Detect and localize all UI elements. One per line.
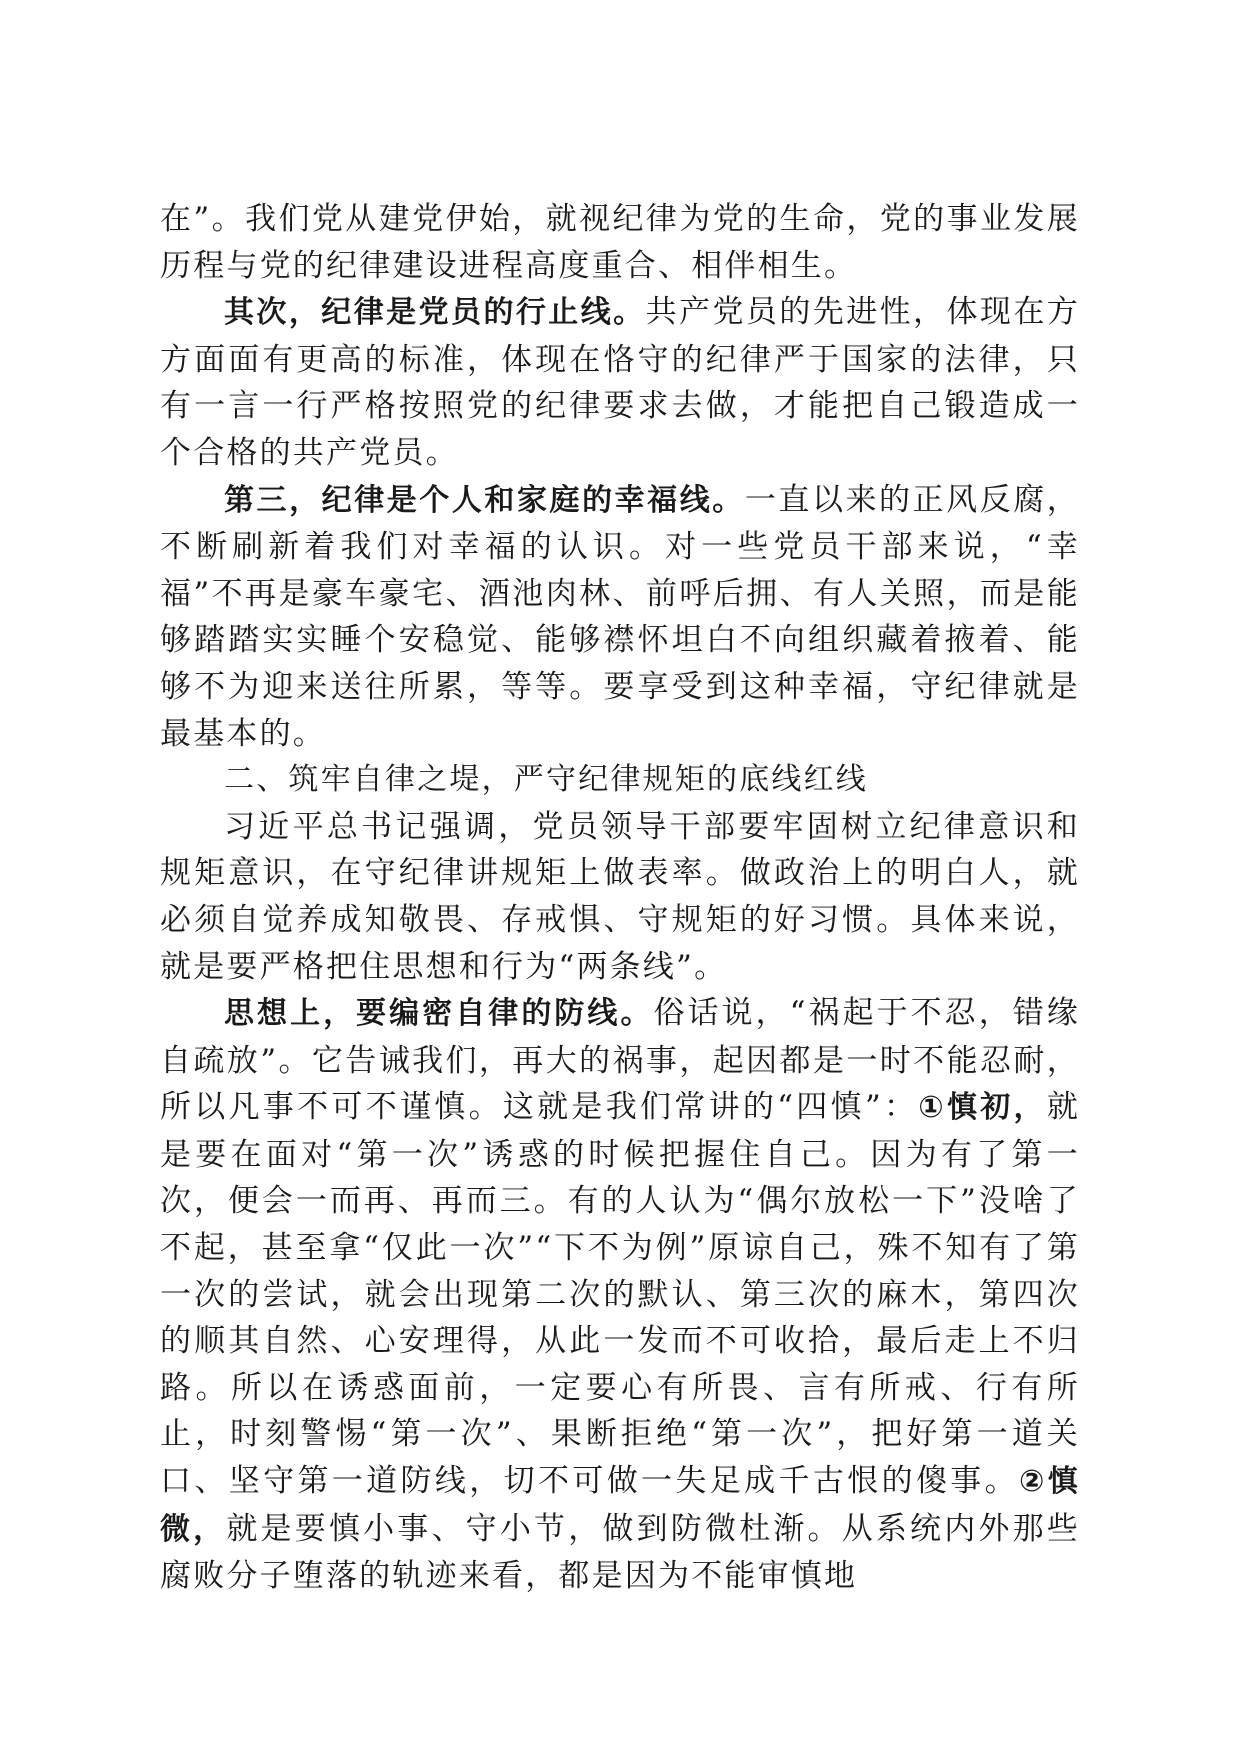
paragraph-lead-bold: 第三，纪律是个人和家庭的幸福线。 bbox=[224, 482, 745, 518]
paragraph-happiness-line bbox=[160, 477, 1080, 758]
paragraph-conduct-line bbox=[160, 289, 1080, 476]
paragraph-discipline-awareness bbox=[160, 804, 1080, 990]
paragraph-self-discipline bbox=[160, 990, 1080, 1600]
paragraph-lead-bold: 其次，纪律是党员的行止线。 bbox=[224, 295, 646, 331]
paragraph-text: 就是要慎小事、守小节，做到防微杜渐。从系统内外那些腐败分子堕落的轨迹来看，都是因为不能审慎地 bbox=[160, 1510, 1080, 1595]
paragraph-text: 共产党员的先进性，体现在方方面面有更高的标准，体现在恪守的纪律严于国家的法律，只有一言一行严格按照党的纪律要求去做，才能把自己锻造成一个合格的共产党员。 bbox=[160, 294, 1080, 471]
inline-bold-shenchu: ①慎初， bbox=[918, 1090, 1047, 1126]
inline-bold-shenwei: ②慎微， bbox=[160, 1464, 1080, 1547]
paragraph-lead-bold: 思想上，要编密自律的防线。 bbox=[224, 996, 654, 1032]
document-page bbox=[160, 196, 1080, 1600]
paragraph-text: 就是要在面对“第一次”诱惑的时候把握住自己。因为有了第一次，便会一而再、再而三。有的人认为“偶尔放松一下”没啥了不起，甚至拿“仅此一次”“下不为例”原谅自己，殊不知有了第一次的尝试，就会出现第二次的默认、第三次的麻木，第四次的顺其自然、心安理得，从此一发而不可收拾，最后走上不归路。所以在诱惑面前，一定要心有所畏、言有所戒、行有所止，时刻警惕“第一次”、果断拒绝“第一次”，把好第一道关口、坚守第一道防线，切不可做一失足成千古恨的傻事。 bbox=[160, 1089, 1081, 1500]
paragraph-text: 习近平总书记强调，党员领导干部要牢固树立纪律意识和规矩意识，在守纪律讲规矩上做表率。做政治上的明白人，就必须自觉养成知敬畏、存戒惧、守规矩的好习惯。具体来说，就是要严格把住思想和行为“两条线”。 bbox=[160, 808, 1080, 985]
paragraph-text: 在”。我们党从建党伊始，就视纪律为党的生命，党的事业发展历程与党的纪律建设进程高度重合、相伴相生。 bbox=[160, 201, 1080, 284]
paragraph-continuation bbox=[160, 196, 1080, 289]
paragraph-text: 一直以来的正风反腐，不断刷新着我们对幸福的认识。对一些党员干部来说，“幸福”不再是豪车豪宅、酒池肉林、前呼后拥、有人关照，而是能够踏踏实实睡个安稳觉、能够襟怀坦白不向组织藏着掖着、能够不为迎来送往所累，等等。要享受到这种幸福，守纪律就是最基本的。 bbox=[160, 481, 1081, 752]
section-heading: 二、筑牢自律之堤，严守纪律规矩的底线红线 bbox=[224, 762, 868, 798]
paragraph-text: 俗话说，“祸起于不忍，错缘自疏放”。它告诫我们，再大的祸事，起因都是一时不能忍耐，所以凡事不可不谨慎。这就是我们常讲的“四慎”： bbox=[160, 995, 1080, 1126]
